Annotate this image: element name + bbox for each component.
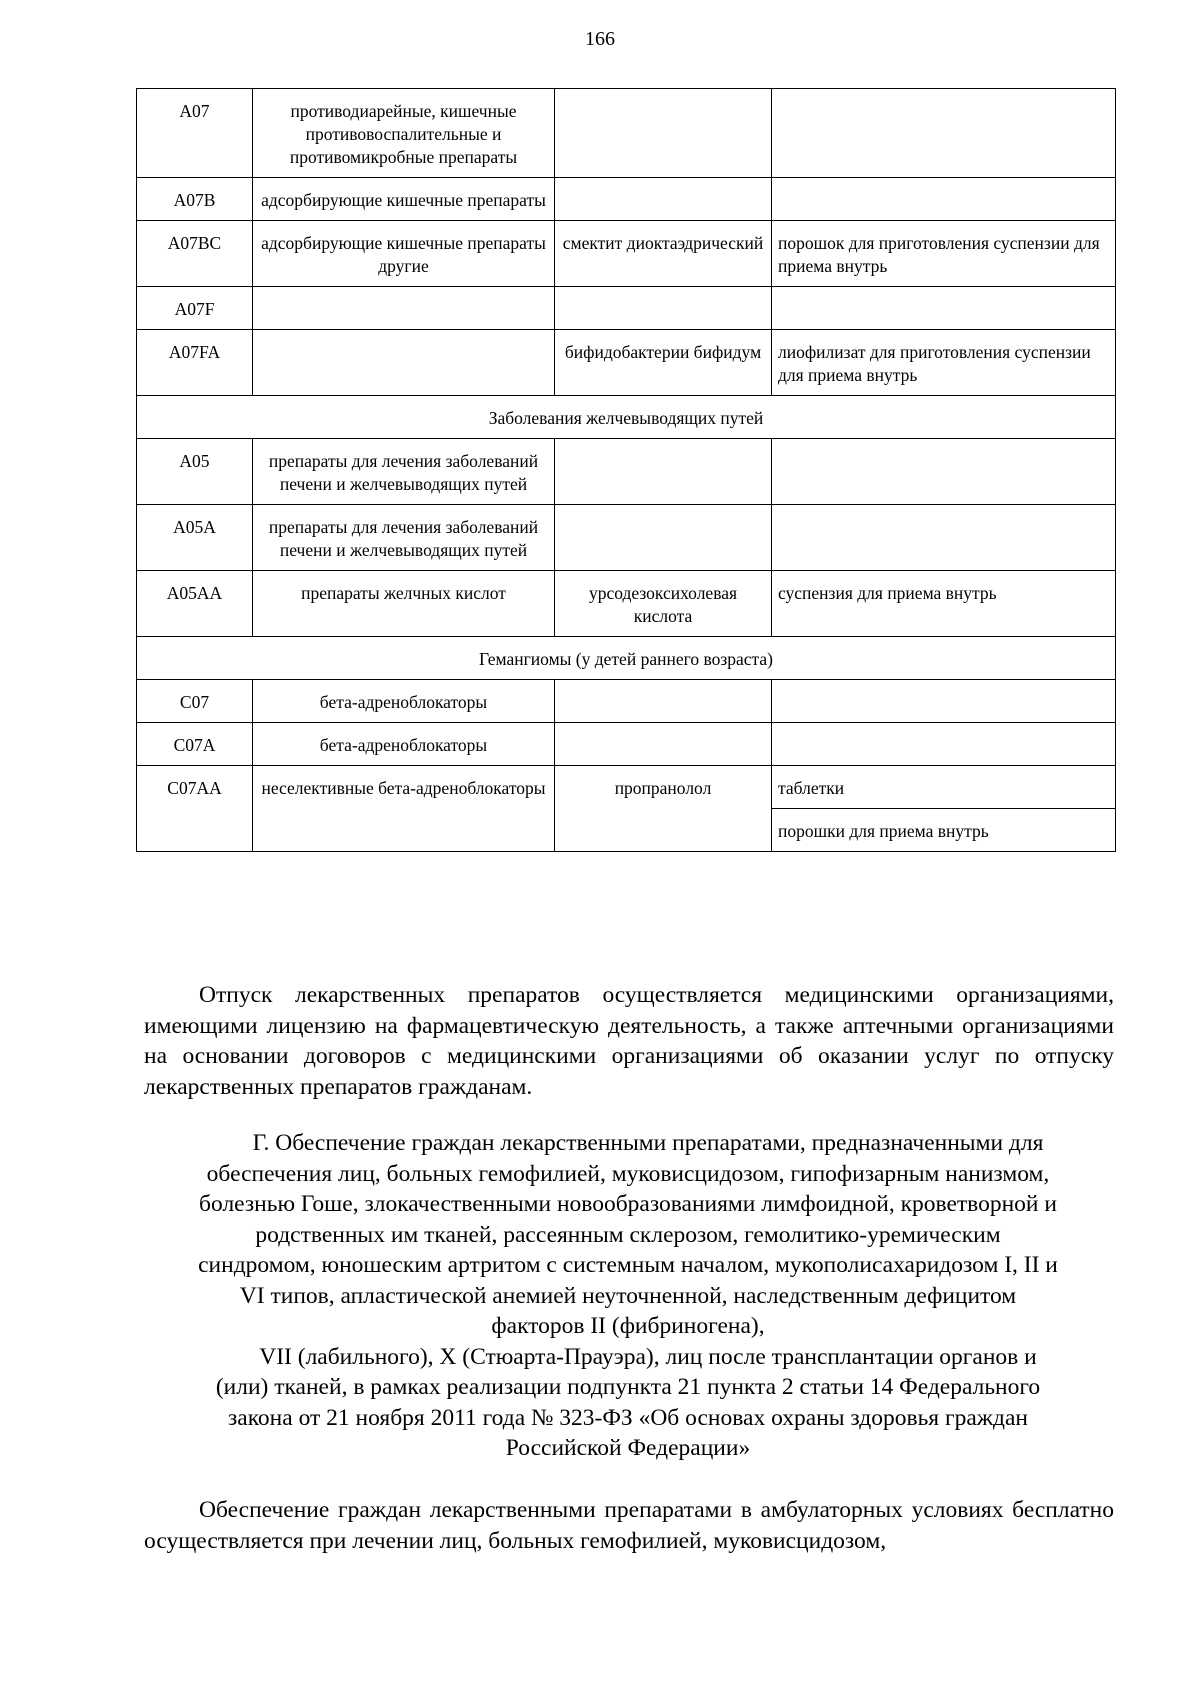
section-title: Заболевания желчевыводящих путей: [137, 396, 1116, 439]
atc-code-cell: C07: [137, 680, 253, 723]
drug-name-cell: смектит диоктаэдрический: [555, 221, 772, 287]
drug-name-cell: [555, 178, 772, 221]
dosage-form-cell: [772, 505, 1116, 571]
drug-name-cell: [555, 680, 772, 723]
group-cell: препараты желчных кислот: [253, 571, 555, 637]
dosage-form-cell: [772, 723, 1116, 766]
group-cell: препараты для лечения заболеваний печени и желчевыводящих путей: [253, 439, 555, 505]
section-row: [137, 396, 1116, 439]
dosage-form-cell: [772, 178, 1116, 221]
table-row: [137, 221, 1116, 287]
heading-line: обеспечения лиц, больных гемофилией, муковисцидозом, гипофизарным нанизмом,: [206, 1160, 1050, 1187]
atc-code-cell: A07BC: [137, 221, 253, 287]
table-row: [137, 178, 1116, 221]
drug-name-cell: [555, 723, 772, 766]
dosage-form-cell: порошки для приема внутрь: [772, 809, 1116, 852]
table-row: [137, 439, 1116, 505]
atc-code-cell: A05A: [137, 505, 253, 571]
table-row: [137, 330, 1116, 396]
heading-line: болезнью Гоше, злокачественными новообразованиями лимфоидной, кроветворной и: [199, 1191, 1057, 1217]
group-cell: неселективные бета-адреноблокаторы: [253, 766, 555, 852]
table-row: [137, 89, 1116, 178]
atc-code-cell: A07: [137, 89, 253, 178]
provision-paragraph: Обеспечение граждан лекарственными препаратами в амбулаторных условиях бесплатно осуществляется при лечении лиц, больных гемофилией, муковисцидозом,: [144, 1497, 1114, 1554]
dosage-form-cell: порошок для приготовления суспензии для приема внутрь: [772, 221, 1116, 287]
heading-line: Российской Федерации»: [505, 1435, 751, 1461]
section-heading-g: [138, 1128, 1118, 1464]
atc-code-cell: A05AA: [137, 571, 253, 637]
dispensing-paragraph: Отпуск лекарственных препаратов осуществляется медицинскими организациями, имеющими лицензию на фармацевтическую деятельность, а также аптечными организациями на основании договоров с медицинскими организациями об оказании услуг по отпуску лекарственных препаратов гражданам.: [144, 982, 1114, 1100]
dosage-form-cell: таблетки: [772, 766, 1116, 809]
heading-line: закона от 21 ноября 2011 года № 323-ФЗ «Об основах охраны здоровья граждан: [228, 1404, 1028, 1431]
atc-code-cell: A07FA: [137, 330, 253, 396]
drug-name-cell: бифидобактерии бифидум: [555, 330, 772, 396]
table-row: [137, 287, 1116, 330]
table-row: [137, 766, 1116, 809]
page-number: 166: [585, 28, 615, 50]
atc-code-cell: A05: [137, 439, 253, 505]
atc-code-cell: C07AA: [137, 766, 253, 852]
dosage-form-cell: суспензия для приема внутрь: [772, 571, 1116, 637]
drug-name-cell: [555, 287, 772, 330]
dosage-form-cell: [772, 89, 1116, 178]
dosage-form-cell: [772, 680, 1116, 723]
heading-line: родственных им тканей, рассеянным склерозом, гемолитико-уремическим: [255, 1221, 1001, 1248]
table-row: [137, 571, 1116, 637]
atc-code-cell: C07A: [137, 723, 253, 766]
drug-name-cell: пропранолол: [555, 766, 772, 852]
drug-name-cell: [555, 89, 772, 178]
group-cell: препараты для лечения заболеваний печени и желчевыводящих путей: [253, 505, 555, 571]
heading-line: факторов II (фибриногена),: [491, 1313, 765, 1339]
heading-line: VI типов, апластической анемией неуточненной, наследственным дефицитом: [239, 1282, 1017, 1309]
section-row: [137, 637, 1116, 680]
heading-line: синдромом, юношеским артритом с системным началом, мукополисахаридозом I, II и: [198, 1252, 1058, 1278]
atc-code-cell: A07B: [137, 178, 253, 221]
atc-code-cell: A07F: [137, 287, 253, 330]
heading-line: (или) тканей, в рамках реализации подпункта 21 пункта 2 статьи 14 Федерального: [215, 1374, 1041, 1400]
heading-line: Г. Обеспечение граждан лекарственными препаратами, предназначенными для: [252, 1130, 1044, 1156]
dosage-form-cell: [772, 439, 1116, 505]
dosage-form-cell: лиофилизат для приготовления суспензии для приема внутрь: [772, 330, 1116, 396]
drug-name-cell: [555, 439, 772, 505]
section-title: Гемангиомы (у детей раннего возраста): [137, 637, 1116, 680]
group-cell: адсорбирующие кишечные препараты: [253, 178, 555, 221]
dosage-form-cell: [772, 287, 1116, 330]
drug-name-cell: урсодезоксихолевая кислота: [555, 571, 772, 637]
group-cell: бета-адреноблокаторы: [253, 723, 555, 766]
group-cell: [253, 330, 555, 396]
group-cell: адсорбирующие кишечные препараты другие: [253, 221, 555, 287]
group-cell: противодиарейные, кишечные противовоспалительные и противомикробные препараты: [253, 89, 555, 178]
drug-table-body: [137, 89, 1116, 852]
drug-table: [136, 88, 1116, 852]
drug-name-cell: [555, 505, 772, 571]
table-row: [137, 505, 1116, 571]
group-cell: бета-адреноблокаторы: [253, 680, 555, 723]
table-row: [137, 680, 1116, 723]
table-row: [137, 723, 1116, 766]
heading-line: VII (лабильного), X (Стюарта-Прауэра), лиц после трансплантации органов и: [259, 1343, 1037, 1370]
group-cell: [253, 287, 555, 330]
